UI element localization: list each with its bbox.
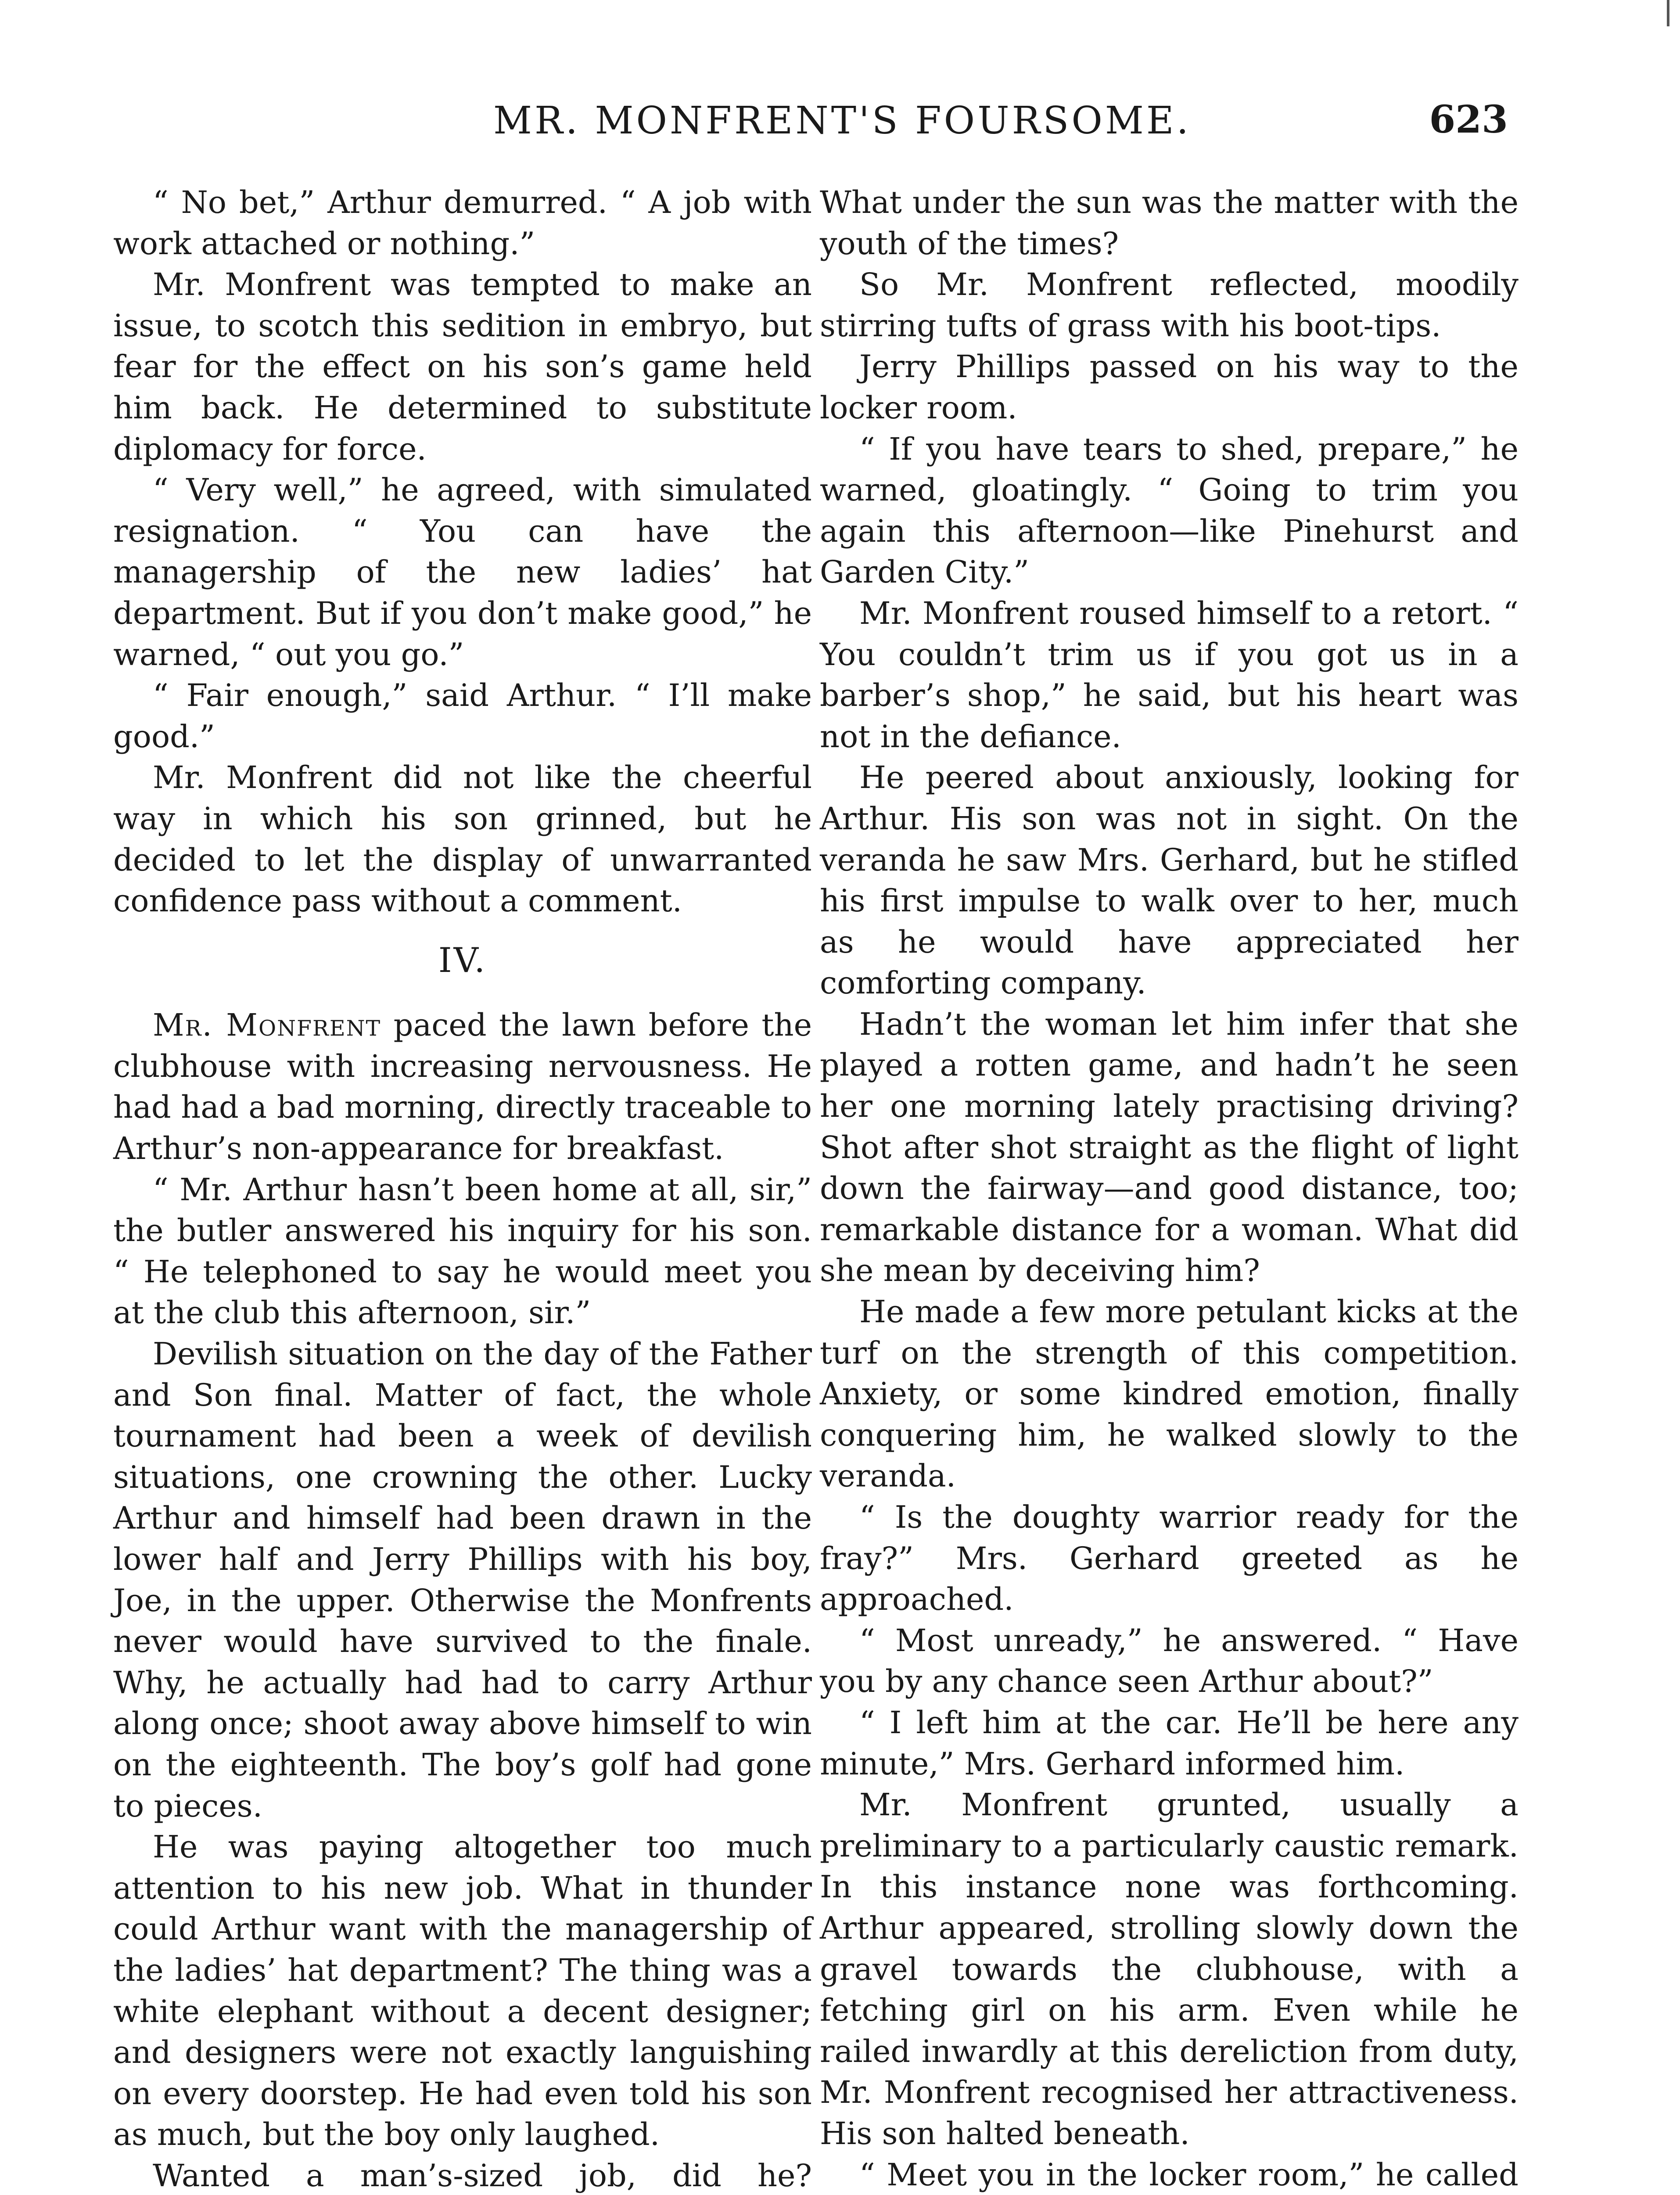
paragraph: “ Is the doughty warrior ready for the fray?” Mrs. Gerhard greeted as he approached.	[820, 1499, 1518, 1618]
paragraph: Devilish situation on the day of the Father and Son final. Matter of fact, the whole tournament had been a week of devilish situations, one crowning the other. Lucky Arthur and himself had been drawn in the lower half and Jerry Phillips with his boy, Joe, in the upper. Otherwise the Monfrents never would have survived to the finale. Why, he actually had had to carry Arthur along once; shoot away above himself to win on the eighteenth. The boy’s golf had gone to pieces.	[113, 1336, 812, 1824]
paragraph: “ Mr. Arthur hasn’t been home at all, sir,” the butler answered his inquiry for his son. “ He telephoned to say he would meet you at the club this afternoon, sir.”	[113, 1171, 812, 1331]
paragraph: “ I left him at the car. He’ll be here any minute,” Mrs. Gerhard informed him.	[820, 1704, 1518, 1782]
paragraph: “ Most unready,” he answered. “ Have you by any chance seen Arthur about?”	[820, 1622, 1518, 1700]
running-title: MR. MONFRENT'S FOURSOME.	[493, 99, 1192, 143]
paragraph: He peered about anxiously, looking for Arthur. His son was not in sight. On the veranda he saw Mrs. Gerhard, but he stifled his first impulse to walk over to her, much as he would have appreciated her comforting company.	[820, 759, 1518, 1001]
right-column	[820, 182, 1518, 2195]
paragraph: Mr. Monfrent was tempted to make an issue, to scotch this sedition in embryo, but fear for the effect on his son’s game held him back. He determined to substitute diplomacy for force.	[113, 266, 812, 467]
paragraph: Hadn’t the woman let him infer that she played a rotten game, and hadn’t he seen her one morning lately practising driving? Shot after shot straight as the flight of light down the fairway—and good distance, too; remarkable distance for a woman. What did she mean by deceiving him?	[820, 1006, 1518, 1289]
paragraph: Mr. Monfrent roused himself to a retort. “ You couldn’t trim us if you got us in a barber’s shop,” he said, but his heart was not in the defiance.	[820, 595, 1518, 755]
smallcaps-lead: Mr. Monfrent	[153, 1007, 381, 1044]
paragraph: He made a few more petulant kicks at the turf on the strength of this competition. Anxiety, or some kindred emotion, finally conquering him, he walked slowly to the veranda.	[820, 1294, 1518, 1494]
paragraph: So Mr. Monfrent reflected, moodily stirring tufts of grass with his boot-tips.	[820, 266, 1518, 344]
paragraph: Jerry Phillips passed on his way to the locker room.	[820, 349, 1518, 426]
section-heading: IV.	[438, 940, 487, 980]
paragraph: “ Meet you in the locker room,” he called	[859, 2156, 1518, 2193]
paragraph: Mr. Monfrent did not like the cheerful way in which his son grinned, but he decided to let the display of unwarranted confidence pass without a comment.	[113, 759, 812, 919]
paragraph: “ Very well,” he agreed, with simulated resignation. “ You can have the managership of the new ladies’ hat department. But if you don’t make good,” he warned, “ out you go.”	[113, 472, 812, 673]
page-edge-mark	[1667, 0, 1669, 26]
page-number: 623	[1429, 97, 1508, 142]
paragraph: “ Fair enough,” said Arthur. “ I’ll make good.”	[113, 677, 812, 755]
paragraph: Wanted a man’s-sized job, did he?	[153, 2157, 812, 2194]
continuation-paragraph: What under the sun was the matter with the youth of the times?	[820, 184, 1518, 262]
paragraph: “ No bet,” Arthur demurred. “ A job with work attached or nothing.”	[113, 184, 812, 262]
paragraph: He was paying altogether too much attention to his new job. What in thunder could Arthur want with the managership of the ladies’ hat department? The thing was a white elephant without a decent designer; and designers were not exactly languishing on every doorstep. He had even told his son as much, but the boy only laughed.	[113, 1829, 812, 2153]
paragraph-text: paced the lawn before the clubhouse with increasing nervousness. He had had a bad morning, directly traceable to Arthur’s non-appearance for breakfast.	[113, 1007, 812, 1167]
paragraph: Mr. Monfrent grunted, usually a preliminary to a particularly caustic remark. In this instance none was forthcoming. Arthur appeared, strolling slowly down the gravel towards the clubhouse, with a fetching girl on his arm. Even while he railed inwardly at this dereliction from duty, Mr. Monfrent recognised her attractiveness. His son halted beneath.	[820, 1787, 1518, 2152]
left-column	[113, 182, 812, 2195]
section-opening-paragraph	[113, 1005, 812, 1169]
paragraph: “ If you have tears to shed, prepare,” he warned, gloatingly. “ Going to trim you again this afternoon—like Pinehurst and Garden City.”	[820, 431, 1518, 590]
